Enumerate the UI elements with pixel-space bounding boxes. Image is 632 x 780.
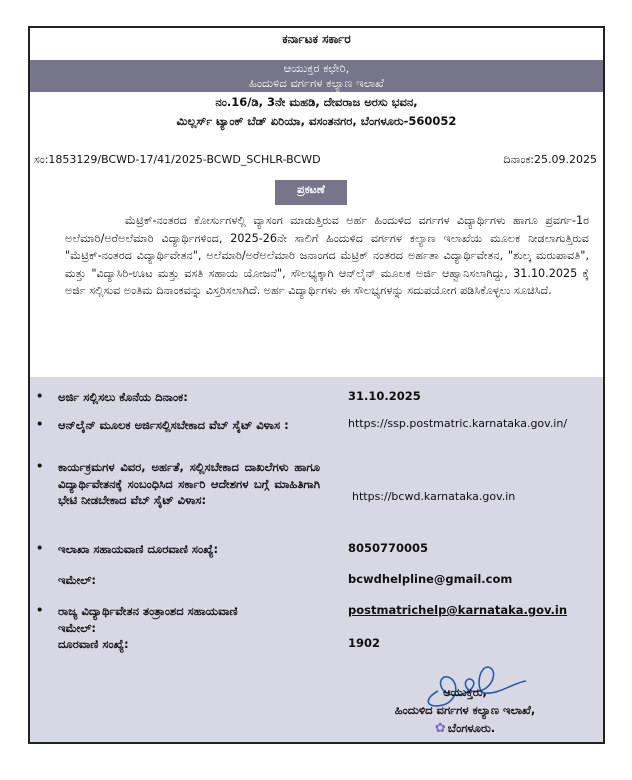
info-value: 8050770005 bbox=[348, 541, 429, 555]
bullet-icon: • bbox=[36, 459, 44, 473]
address-line-2: ಮಿಲ್ಲರ್ಸ್ ಟ್ಯಾಂಕ್ ಬೆಡ್ ಏರಿಯಾ, ವಸಂತನಗರ, ಬೆಂಗಳೂರು-560052 bbox=[176, 114, 457, 128]
office-name: ಆಯುಕ್ತರ ಕಛೇರಿ, bbox=[283, 61, 350, 75]
seal-icon: ✿ bbox=[434, 721, 446, 736]
info-label: ಇಮೇಲ್: bbox=[58, 573, 96, 587]
info-label: ಕಾರ್ಯಕ್ರಮಗಳ ವಿವರ, ಅರ್ಹತೆ, ಸಲ್ಲಿಸಬೇಕಾದ ದಾಖಲೆಗಳು ಹಾಗೂ ವಿದ್ಯಾರ್ಥಿವೇತನಕ್ಕೆ ಸಂಬಂಧಿಸಿದ ಸರ್ಕಾರಿ ಆದೇಶಗಳ ಬಗ್ಗೆ ಮಾಹಿತಿಗಾಗಿ ಭೇಟಿ ನೀಡಬೇಕಾದ ವೆಬ್ ಸೈಟ್ ವಿಳಾಸ: bbox=[58, 460, 320, 507]
office-address bbox=[30, 93, 603, 131]
info-label: ಅರ್ಜಿ ಸಲ್ಲಿಸಲು ಕೊನೆಯ ದಿನಾಂಕ: bbox=[58, 390, 188, 404]
notice-document bbox=[28, 26, 605, 744]
notice-badge: ಪ್ರಕಟಣೆ bbox=[275, 180, 347, 205]
signatory-block bbox=[320, 683, 610, 738]
info-value: 1902 bbox=[348, 636, 381, 650]
government-title: ಕರ್ನಾಟಕ ಸರ್ಕಾರ bbox=[282, 32, 351, 46]
reference-row bbox=[34, 153, 597, 167]
info-label: ರಾಜ್ಯ ವಿದ್ಯಾರ್ಥಿವೇತನ ತಂತ್ರಾಂಶದ ಸಹಾಯವಾಣಿ ಇಮೇಲ್: bbox=[58, 604, 238, 635]
address-line-1: ನಂ.16/ಡಿ, 3ನೇ ಮಹಡಿ, ದೇವರಾಜ ಅರಸು ಭವನ, bbox=[215, 95, 418, 109]
reference-number: ಸಂ:1853129/BCWD-17/41/2025-BCWD_SCHLR-BCWD bbox=[34, 153, 321, 166]
department-name: ಹಿಂದುಳಿದ ವರ್ಗಗಳ ಕಲ್ಯಾಣ ಇಲಾಖೆ bbox=[248, 76, 385, 90]
info-label: ಆನ್‌ಲೈನ್ ಮೂಲಕ ಅರ್ಜಿಸಲ್ಲಿಸಬೇಕಾದ ವೆಬ್ ಸೈಟ್ ವಿಳಾಸ : bbox=[58, 418, 289, 432]
info-label: ಇಲಾಖಾ ಸಹಾಯವಾಣಿ ದೂರವಾಣಿ ಸಂಖ್ಯೆ: bbox=[58, 542, 219, 556]
helpline-email[interactable]: bcwdhelpline@gmail.com bbox=[348, 572, 513, 586]
application-site-link[interactable]: https://ssp.postmatric.karnataka.gov.in/ bbox=[348, 417, 568, 430]
notice-body-text: ಮೆಟ್ರಿಕ್-ನಂತರದ ಕೋರ್ಸುಗಳಲ್ಲಿ ವ್ಯಾಸಂಗ ಮಾಡುತ್ತಿರುವ ಅರ್ಹ ಹಿಂದುಳಿದ ವರ್ಗಗಳ ವಿದ್ಯಾರ್ಥಿಗಳು ಹಾಗೂ ಪ್ರವರ್ಗ-1ರ ಅಲೆಮಾರಿ/ಅರೆಅಲೆಮಾರಿ ವಿದ್ಯಾರ್ಥಿಗಳಿಂದ, 2025-26ನೇ ಸಾಲಿಗೆ ಹಿಂದುಳಿದ ವರ್ಗಗಳ ಕಲ್ಯಾಣ ಇಲಾಖೆಯ ಮೂಲಕ ನೀಡಲಾಗುತ್ತಿರುವ "ಮೆಟ್ರಿಕ್-ನಂತರದ ವಿದ್ಯಾರ್ಥಿವೇತನ", ಅಲೆಮಾರಿ/ಅರೆಅಲೆಮಾರಿ ಜನಾಂಗದ ಮೆಟ್ರಿಕ್ ನಂತರದ ಅರ್ಹತಾ ವಿದ್ಯಾರ್ಥಿವೇತನ, "ಶುಲ್ಕ ಮರುಪಾವತಿ", ಮತ್ತು "ವಿದ್ಯಾಸಿರಿ-ಊಟ ಮತ್ತು ವಸತಿ ಸಹಾಯ ಯೋಜನೆ", ಸೌಲಭ್ಯಕ್ಕಾಗಿ ಆನ್‌ಲೈನ್ ಮೂಲಕ ಅರ್ಜಿ ಆಹ್ವಾನಿಸಲಾಗಿದ್ದು, 31.10.2025 ಕ್ಕೆ ಅರ್ಜಿ ಸಲ್ಲಿಸುವ ಅಂತಿಮ ದಿನಾಂಕವನ್ನು ವಿಸ್ತರಿಸಲಾಗಿದೆ. ಅರ್ಹ ವಿದ್ಯಾರ್ಥಿಗಳು ಈ ಸೌಲಭ್ಯಗಳನ್ನು ಸದುಪಯೋಗ ಪಡಿಸಿಕೊಳ್ಳಲು ಸೂಚಿಸಿದೆ. bbox=[65, 214, 589, 297]
bullet-icon: • bbox=[36, 541, 44, 555]
info-label: ದೂರವಾಣಿ ಸಂಖ್ಯೆ: bbox=[58, 637, 129, 651]
portal-help-email[interactable]: postmatrichelp@karnataka.gov.in bbox=[348, 603, 568, 617]
bullet-icon: • bbox=[36, 603, 44, 617]
signatory-title: ಆಯುಕ್ತರು, bbox=[443, 685, 487, 699]
bullet-icon: • bbox=[36, 417, 44, 431]
signatory-city: ಬೆಂಗಳೂರು. bbox=[447, 721, 496, 735]
reference-date: ದಿನಾಂಕ:25.09.2025 bbox=[503, 153, 597, 166]
info-panel bbox=[30, 377, 603, 742]
info-site-link[interactable]: https://bcwd.karnataka.gov.in bbox=[352, 490, 516, 503]
signatory-department: ಹಿಂದುಳಿದ ವರ್ಗಗಳ ಕಲ್ಯಾಣ ಇಲಾಖೆ, bbox=[394, 703, 536, 717]
notice-body bbox=[65, 212, 589, 300]
office-band bbox=[30, 60, 603, 92]
bullet-icon: • bbox=[36, 389, 44, 403]
info-value: 31.10.2025 bbox=[348, 389, 421, 403]
